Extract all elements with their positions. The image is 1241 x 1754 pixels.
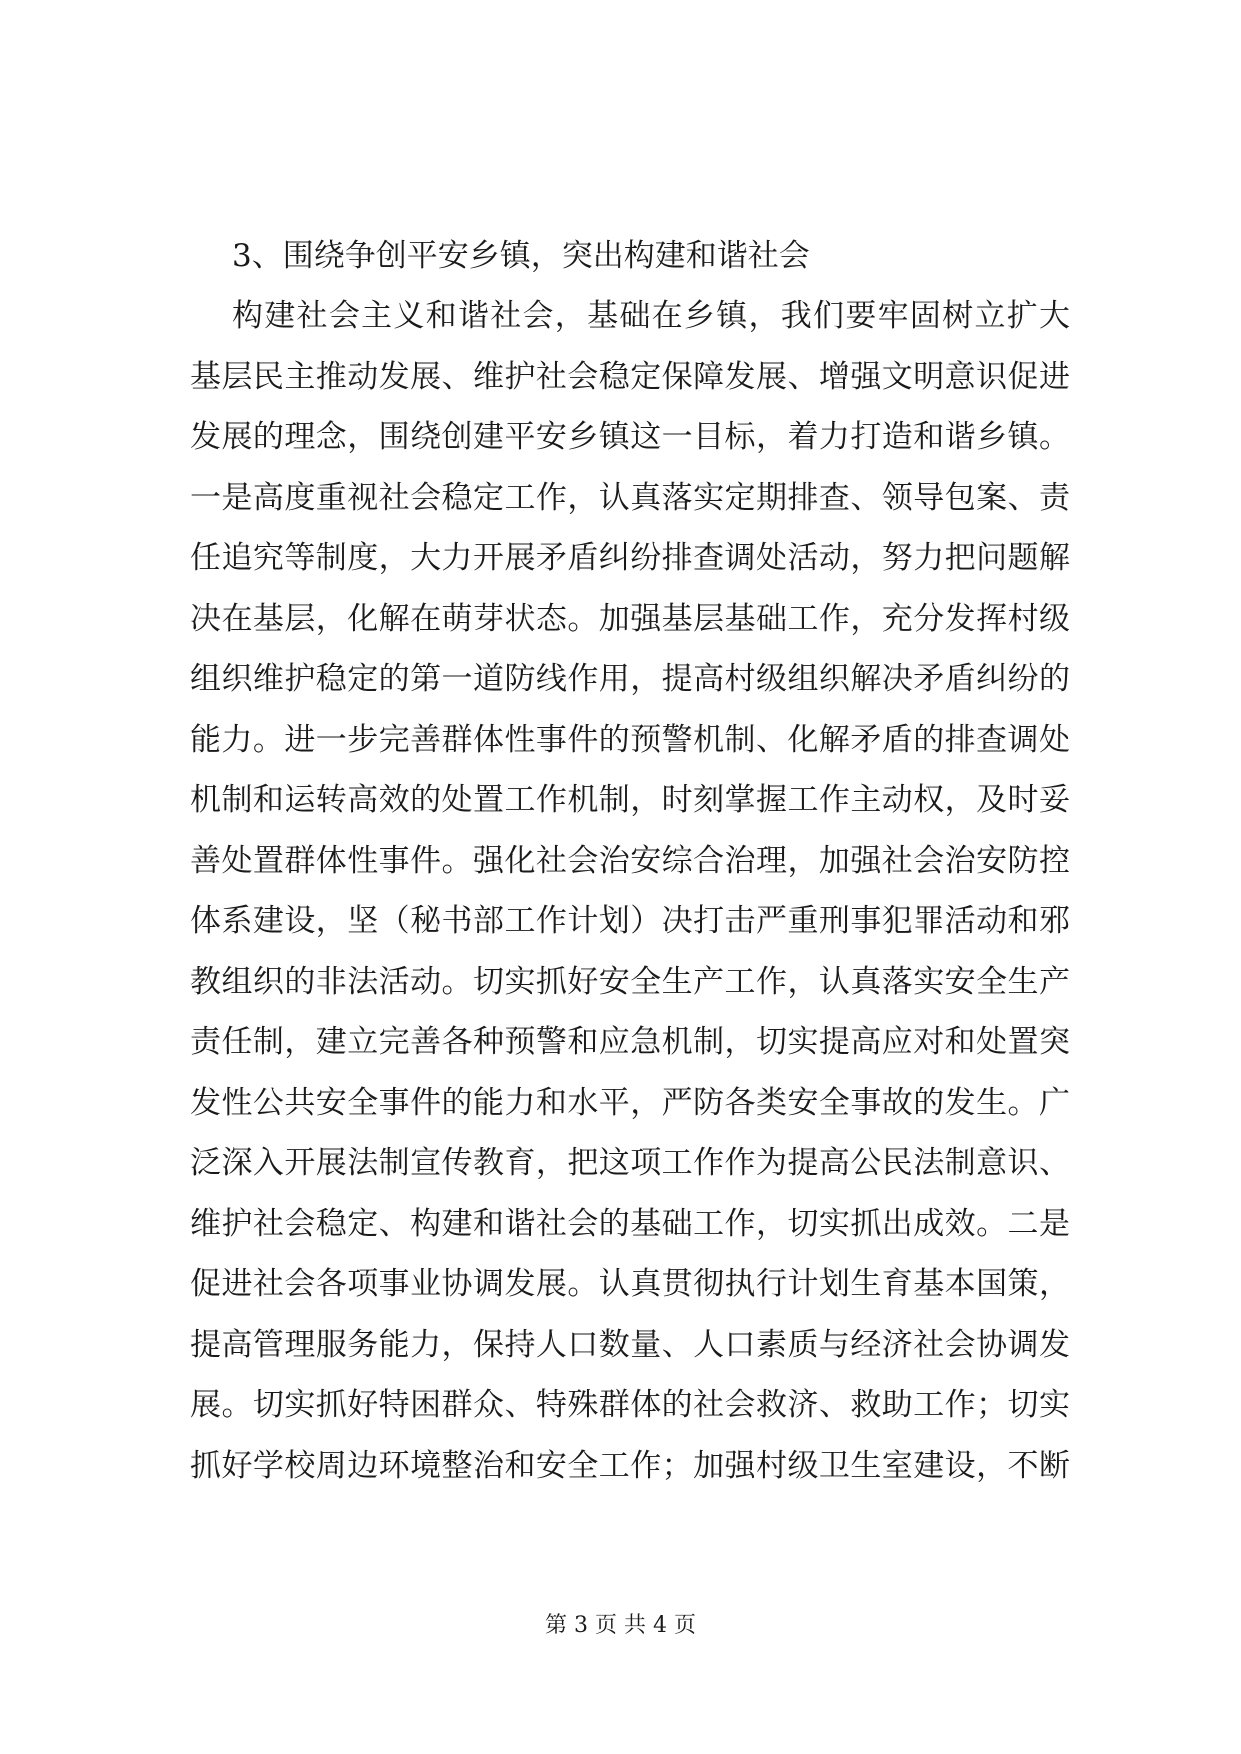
page-number-footer: 第 3 页 共 4 页	[545, 1613, 696, 1638]
body-paragraph	[190, 286, 1070, 1496]
paragraph-line: 教组织的非法活动。切实抓好安全生产工作，认真落实安全生产	[190, 963, 1070, 1000]
paragraph-line: 决在基层，化解在萌芽状态。加强基层基础工作，充分发挥村级	[190, 600, 1070, 637]
paragraph-line: 维护社会稳定、构建和谐社会的基础工作，切实抓出成效。二是	[190, 1205, 1070, 1242]
paragraph-line: 体系建设，坚（秘书部工作计划）决打击严重刑事犯罪活动和邪	[190, 903, 1070, 939]
paragraph-line: 组织维护稳定的第一道防线作用，提高村级组织解决矛盾纠纷的	[190, 661, 1070, 697]
paragraph-line: 机制和运转高效的处置工作机制，时刻掌握工作主动权，及时妥	[190, 782, 1070, 818]
paragraph-line: 任追究等制度，大力开展矛盾纠纷排查调处活动，努力把问题解	[190, 540, 1070, 576]
paragraph-line: 构建社会主义和谐社会，基础在乡镇，我们要牢固树立扩大	[232, 298, 1070, 334]
paragraph-line: 提高管理服务能力，保持人口数量、人口素质与经济社会协调发	[190, 1326, 1070, 1363]
section-heading: 3、围绕争创平安乡镇，突出构建和谐社会	[232, 238, 810, 274]
paragraph-line: 责任制，建立完善各种预警和应急机制，切实提高应对和处置突	[190, 1024, 1070, 1060]
paragraph-line: 展。切实抓好特困群众、特殊群体的社会救济、救助工作；切实	[190, 1387, 1070, 1423]
paragraph-line: 发性公共安全事件的能力和水平，严防各类安全事故的发生。广	[190, 1084, 1070, 1121]
paragraph-line: 抓好学校周边环境整治和安全工作；加强村级卫生室建设，不断	[190, 1447, 1070, 1484]
paragraph-line: 促进社会各项事业协调发展。认真贯彻执行计划生育基本国策，	[190, 1266, 1070, 1302]
paragraph-line: 基层民主推动发展、维护社会稳定保障发展、增强文明意识促进	[190, 358, 1070, 395]
paragraph-line: 发展的理念，围绕创建平安乡镇这一目标，着力打造和谐乡镇。	[190, 419, 1070, 455]
paragraph-line: 一是高度重视社会稳定工作，认真落实定期排查、领导包案、责	[190, 479, 1070, 516]
paragraph-line: 善处置群体性事件。强化社会治安综合治理，加强社会治安防控	[190, 842, 1070, 879]
paragraph-line: 能力。进一步完善群体性事件的预警机制、化解矛盾的排查调处	[190, 721, 1070, 758]
paragraph-line: 泛深入开展法制宣传教育，把这项工作作为提高公民法制意识、	[190, 1145, 1070, 1181]
